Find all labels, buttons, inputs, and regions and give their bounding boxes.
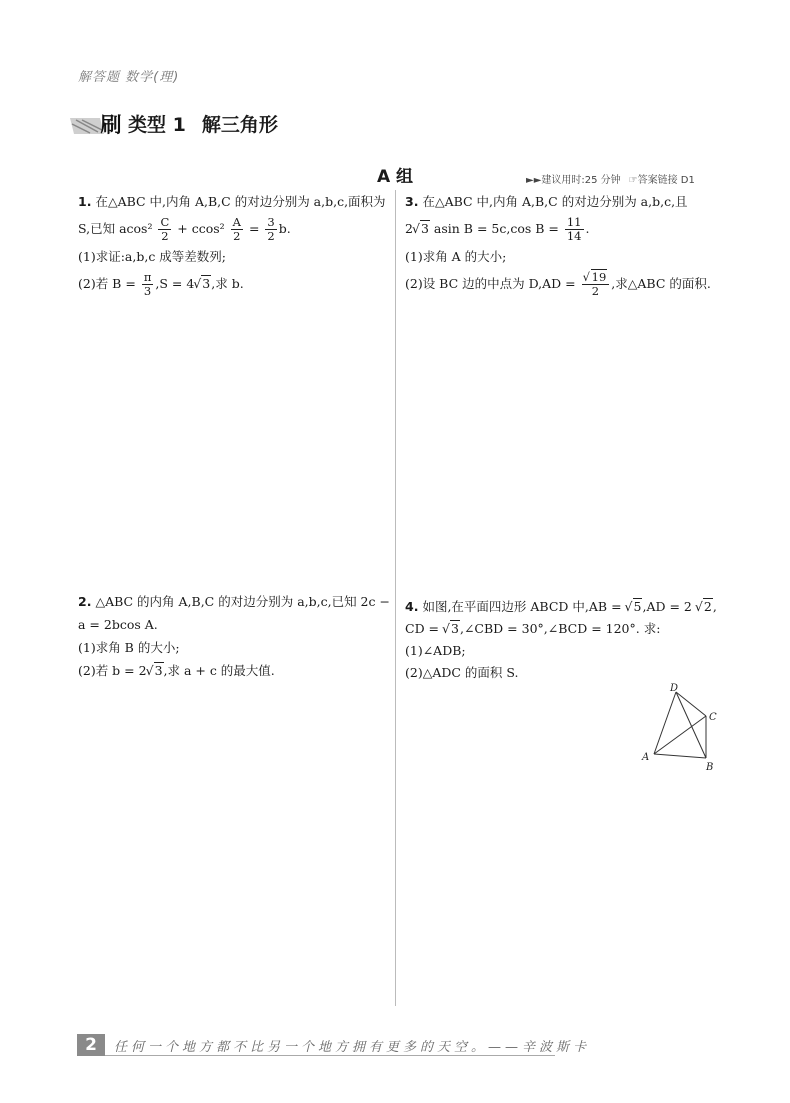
radicand: 3 — [202, 276, 211, 291]
problem-text: 在△ABC 中,内角 A,B,C 的对边分别为 a,b,c,面积为 — [95, 194, 386, 209]
segment-da — [654, 692, 676, 754]
problem-text: 在△ABC 中,内角 A,B,C 的对边分别为 a,b,c,且 — [422, 194, 688, 209]
problem-text: △ABC 的内角 A,B,C 的对边分别为 a,b,c,已知 2c − — [95, 594, 390, 609]
segment-cd — [676, 692, 706, 716]
problem-number: 2. — [78, 594, 92, 609]
answer-link[interactable]: ☞答案链接 D1 — [628, 175, 695, 186]
sqrt — [696, 596, 713, 618]
problem-text: asin B = 5c,cos B = — [433, 221, 559, 236]
problem-number: 1. — [78, 194, 92, 209]
question-2: (2)若 B = — [78, 276, 136, 291]
question-1: (1)求角 B 的大小; — [78, 640, 180, 655]
problem-text: ,求△ABC 的面积. — [611, 276, 711, 291]
radicand: 3 — [154, 663, 163, 678]
page-number: 2 — [77, 1034, 105, 1056]
quadrilateral-figure — [636, 680, 726, 772]
numerator: 11 — [566, 215, 582, 229]
problem-text: , — [712, 599, 717, 614]
segment-bd — [676, 692, 706, 758]
problem-text: ,∠CBD = 30°,∠BCD = 120°. 求: — [459, 621, 661, 636]
label-d: D — [670, 683, 679, 694]
problem-text: 2 — [405, 221, 413, 236]
problem-text: CD = — [405, 621, 440, 636]
group-title: A 组 — [376, 167, 414, 187]
denominator: 2 — [161, 229, 169, 243]
radicand: 19 — [591, 270, 607, 284]
problem-text: ,AD = 2 — [642, 599, 692, 614]
question-1: (1)∠ADB; — [405, 643, 466, 658]
section-mark: 刷 — [100, 113, 122, 137]
problem-number: 4. — [405, 599, 419, 614]
problem-number: 3. — [405, 194, 419, 209]
suggested-time: ►►建议用时:25 分钟 — [526, 175, 621, 186]
label-a: A — [642, 752, 650, 763]
question-2: (2)若 b = 2 — [78, 663, 147, 678]
sqrt — [413, 215, 430, 242]
question-2: (2)△ADC 的面积 S. — [405, 665, 519, 680]
problem-text: S,已知 acos² — [78, 221, 153, 236]
label-c: C — [709, 712, 717, 723]
time-note — [526, 171, 695, 186]
problem-text: ,求 b. — [211, 276, 244, 291]
denominator: 14 — [566, 229, 582, 243]
sqrt — [443, 618, 460, 640]
sqrt — [626, 596, 643, 618]
fraction — [582, 271, 610, 298]
problem-4 — [405, 596, 735, 684]
numerator: A — [232, 215, 241, 229]
problem-text: = — [248, 221, 260, 236]
running-head: 解答题 数学(理) — [78, 70, 180, 85]
question-1: (1)求角 A 的大小; — [405, 249, 507, 264]
numerator — [582, 271, 610, 285]
column-divider — [395, 190, 396, 1006]
numerator: π — [143, 270, 152, 284]
radicand: 3 — [420, 221, 429, 236]
denominator: 2 — [267, 229, 275, 243]
problem-text: b. — [278, 221, 291, 236]
footer-quote: 任何一个地方都不比另一个地方拥有更多的天空。——辛波斯卡 — [114, 1040, 591, 1055]
denominator: 3 — [143, 284, 152, 298]
segment-ab — [654, 754, 706, 758]
label-b: B — [706, 762, 714, 772]
problem-text: . — [585, 221, 590, 236]
numerator: 3 — [267, 215, 275, 229]
problem-text: ,S = 4 — [155, 276, 195, 291]
radicand: 3 — [451, 621, 459, 636]
section-title: 解三角形 — [201, 114, 278, 136]
radicand: 2 — [703, 599, 712, 614]
sqrt — [194, 270, 211, 297]
problem-text: + ccos² — [177, 221, 225, 236]
problem-3 — [405, 188, 725, 298]
segment-ac — [654, 716, 706, 754]
question-1: (1)求证:a,b,c 成等差数列; — [78, 249, 227, 264]
section-banner — [70, 110, 310, 142]
fraction — [142, 271, 154, 298]
problem-text: a = 2bcos A. — [78, 617, 158, 632]
sqrt — [584, 271, 608, 284]
denominator: 2 — [591, 284, 600, 298]
problem-2 — [78, 590, 388, 682]
problem-text: 如图,在平面四边形 ABCD 中,AB = — [422, 599, 622, 614]
radicand: 5 — [633, 599, 642, 614]
fraction — [231, 216, 243, 243]
fraction — [565, 216, 584, 243]
question-2: (2)设 BC 边的中点为 D,AD = — [405, 276, 576, 291]
footer-rule — [105, 1055, 555, 1056]
section-type-label: 类型 1 — [128, 114, 186, 136]
numerator: C — [160, 215, 170, 229]
fraction — [265, 216, 276, 243]
section-heading — [128, 110, 278, 140]
denominator: 2 — [233, 229, 241, 243]
fraction — [158, 216, 171, 243]
problem-text: ,求 a + c 的最大值. — [163, 663, 275, 678]
sqrt — [147, 659, 164, 682]
problem-1 — [78, 188, 388, 298]
